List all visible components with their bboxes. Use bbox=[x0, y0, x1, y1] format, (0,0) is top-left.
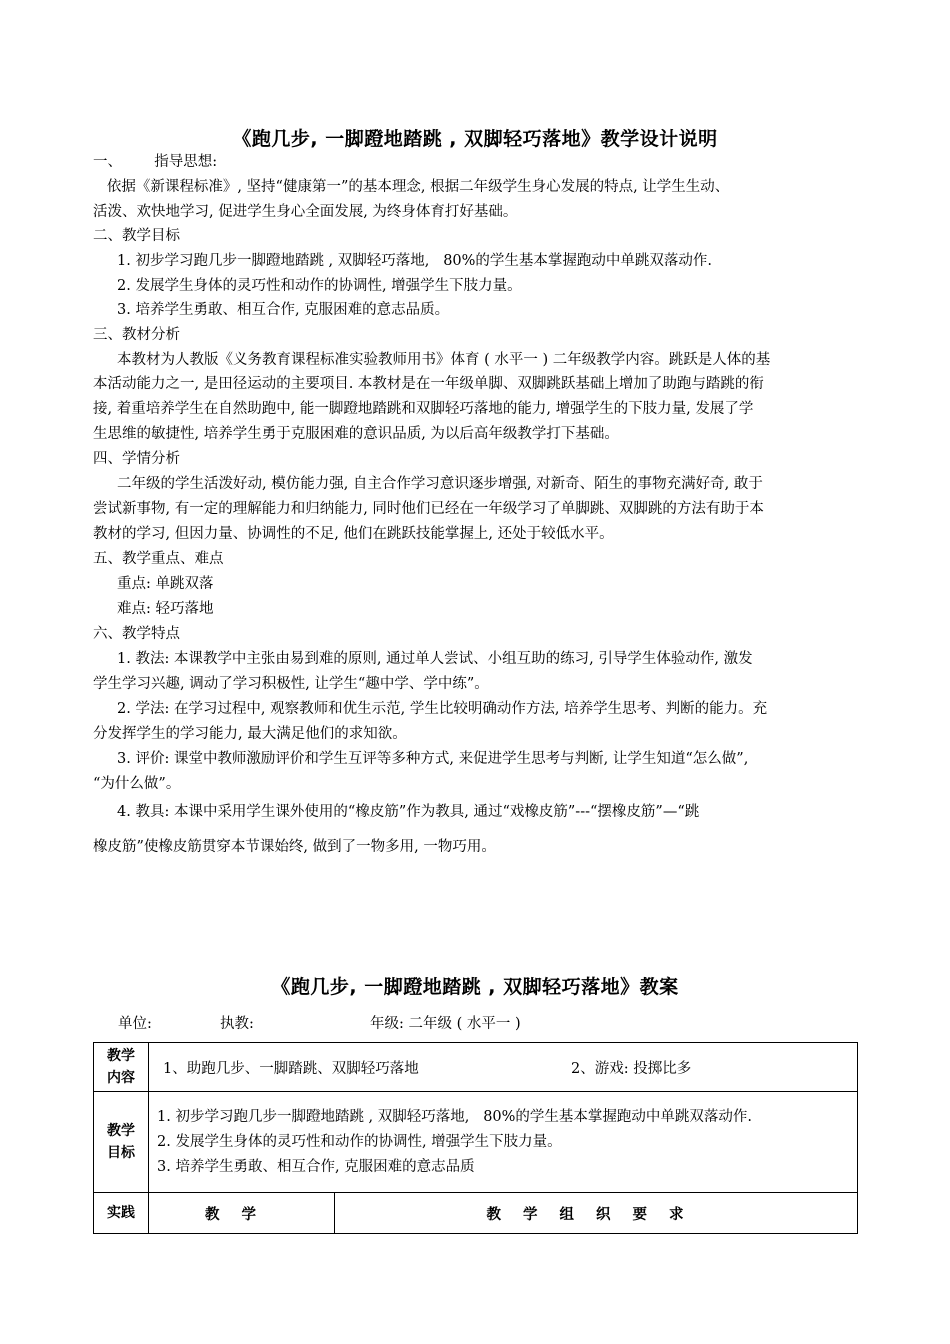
feature-line: 学生学习兴趣, 调动了学习积极性, 让学生“趣中学、学中练”。 bbox=[93, 676, 489, 692]
feature-line: 1. 教法: 本课教学中主张由易到难的原则, 通过单人尝试、小组互助的练习, 引导学生体验动作, 激发 bbox=[117, 651, 753, 667]
paragraph-line: 活泼、欢快地学习, 促进学生身心全面发展, 为终身体育打好基础。 bbox=[93, 204, 518, 220]
paragraph-line: 生思维的敏捷性, 培养学生勇于克服困难的意识品质, 为以后高年级教学打下基础。 bbox=[93, 426, 619, 442]
unit-label: 单位: bbox=[118, 1016, 152, 1032]
goal-item: 2. 发展学生身体的灵巧性和动作的协调性, 增强学生下肢力量。 bbox=[117, 278, 522, 294]
section-1-heading: 一、 指导思想: bbox=[93, 154, 218, 170]
paragraph-line: 接, 着重培养学生在自然助跑中, 能一脚蹬地踏跳和双脚轻巧落地的能力, 增强学生的下肢力量, 发展了学 bbox=[93, 401, 754, 417]
lesson-plan-title: 《跑几步, 一脚蹬地踏跳 , 双脚轻巧落地》教案 bbox=[271, 976, 679, 998]
section-4-heading: 四、学情分析 bbox=[93, 451, 180, 467]
paragraph-line: 尝试新事物, 有一定的理解能力和归纳能力, 同时他们已经在一年级学习了单脚跳、双脚跳的方法有助于本 bbox=[93, 501, 764, 517]
table-row bbox=[94, 1092, 858, 1193]
paragraph-line: 依据《新课程标准》, 坚持“健康第一”的基本理念, 根据二年级学生身心发展的特点, 让学生生动、 bbox=[93, 179, 730, 195]
goal-item: 1. 初步学习跑几步一脚蹬地踏跳 , 双脚轻巧落地, 80%的学生基本掌握跑动中单跳双落动作. bbox=[157, 1108, 753, 1125]
table-row bbox=[94, 1043, 858, 1092]
teacher-label: 执教: bbox=[220, 1016, 254, 1032]
section-6-heading: 六、教学特点 bbox=[93, 626, 180, 642]
section-2-heading: 二、教学目标 bbox=[93, 228, 180, 244]
paragraph-line: 本教材为人教版《义务教育课程标准实验教师用书》体育 ( 水平一 ) 二年级教学内容。跳跃是人体的基 bbox=[117, 352, 771, 368]
grade-label: 年级: 二年级 ( 水平一 ) bbox=[370, 1016, 521, 1032]
organization-column-header: 教学组织要求 bbox=[335, 1193, 858, 1234]
content-header: 教学 内容 bbox=[94, 1043, 149, 1092]
table-row bbox=[94, 1193, 858, 1234]
feature-line: 2. 学法: 在学习过程中, 观察教师和优生示范, 学生比较明确动作方法, 培养学生思考、判断的能力。充 bbox=[117, 701, 768, 717]
goals-header: 教学 目标 bbox=[94, 1092, 149, 1193]
design-title: 《跑几步, 一脚蹬地踏跳 , 双脚轻巧落地》教学设计说明 bbox=[232, 128, 718, 150]
lesson-plan-table bbox=[93, 1042, 858, 1234]
feature-line: 分发挥学生的学习能力, 最大满足他们的求知欲。 bbox=[93, 726, 407, 742]
feature-line: “为什么做”。 bbox=[93, 776, 181, 792]
paragraph-line: 二年级的学生活泼好动, 模仿能力强, 自主合作学习意识逐步增强, 对新奇、陌生的事物充满好奇, 敢于 bbox=[117, 476, 763, 492]
feature-line: 3. 评价: 课堂中教师激励评价和学生互评等多种方式, 来促进学生思考与判断, 让学生知道“怎么做”, bbox=[117, 751, 749, 767]
paragraph-line: 教材的学习, 但因力量、协调性的不足, 他们在跳跃技能掌握上, 还处于较低水平。 bbox=[93, 526, 614, 542]
goal-item: 1. 初步学习跑几步一脚蹬地踏跳 , 双脚轻巧落地, 80%的学生基本掌握跑动中单跳双落动作. bbox=[117, 253, 713, 269]
teaching-column-header: 教学 bbox=[149, 1193, 335, 1234]
content-cell bbox=[149, 1043, 858, 1092]
feature-line: 4. 教具: 本课中采用学生课外使用的“橡皮筋”作为教具, 通过“戏橡皮筋”---“摆橡皮筋”—“跳 bbox=[117, 804, 700, 820]
content-item-1: 1、助跑几步、一脚踏跳、双脚轻巧落地 bbox=[163, 1060, 419, 1077]
goal-item: 2. 发展学生身体的灵巧性和动作的协调性, 增强学生下肢力量。 bbox=[157, 1133, 562, 1150]
section-3-heading: 三、教材分析 bbox=[93, 327, 180, 343]
content-item-2: 2、游戏: 投掷比多 bbox=[571, 1060, 692, 1077]
section-5-heading: 五、教学重点、难点 bbox=[93, 551, 224, 567]
paragraph-line: 本活动能力之一, 是田径运动的主要项目. 本教材是在一年级单脚、双脚跳跃基础上增加了助跑与踏跳的衔 bbox=[93, 376, 764, 392]
key-point: 重点: 单跳双落 bbox=[117, 576, 214, 592]
goal-item: 3. 培养学生勇敢、相互合作, 克服困难的意志品质 bbox=[157, 1158, 475, 1175]
practice-header: 实践 bbox=[94, 1193, 149, 1234]
difficult-point: 难点: 轻巧落地 bbox=[117, 601, 214, 617]
goal-item: 3. 培养学生勇敢、相互合作, 克服困难的意志品质。 bbox=[117, 302, 450, 318]
feature-line: 橡皮筋”使橡皮筋贯穿本节课始终, 做到了一物多用, 一物巧用。 bbox=[93, 839, 496, 855]
goals-cell bbox=[149, 1092, 858, 1193]
